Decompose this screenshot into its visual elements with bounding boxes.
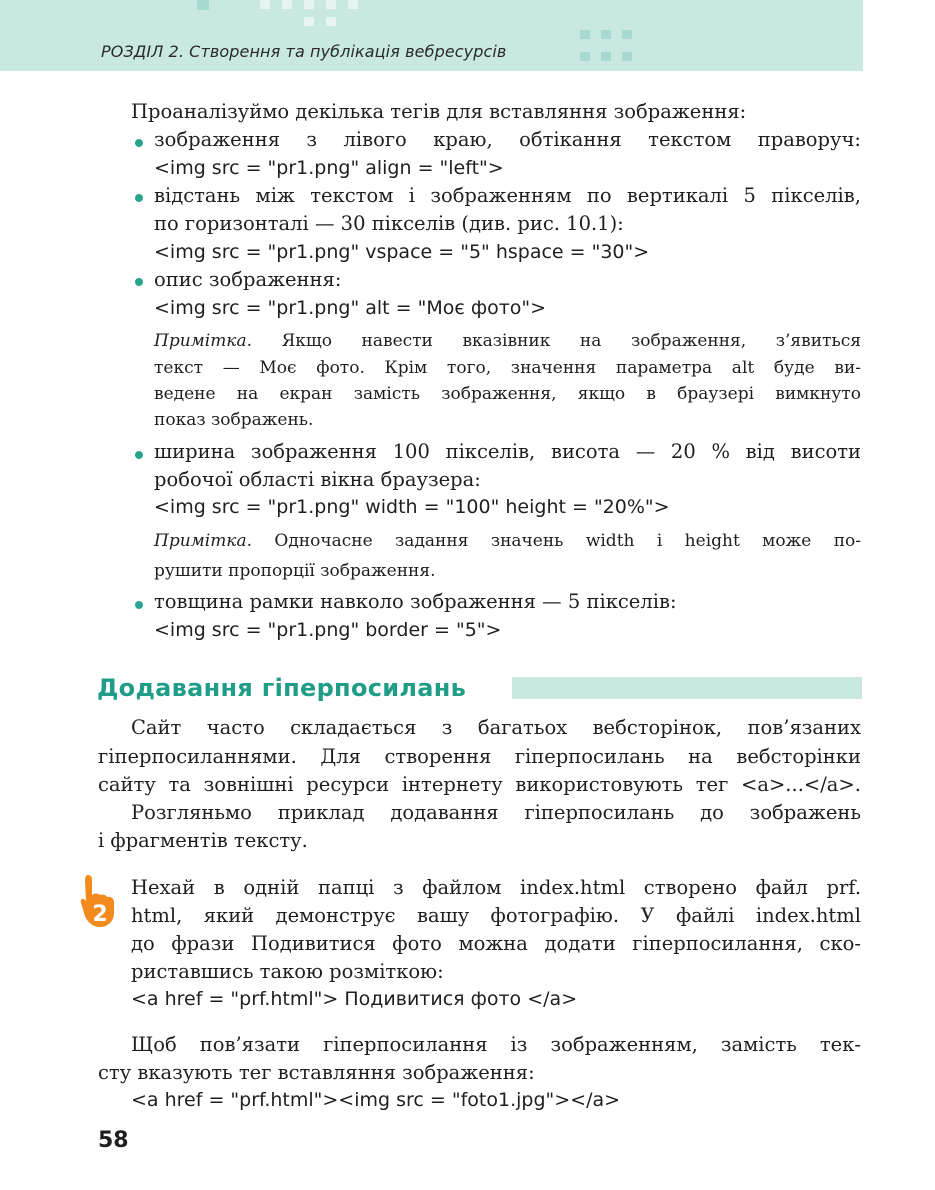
bullet-1-text: зображення з лівого краю, обтікання текстом праворуч: <box>154 128 861 151</box>
bullet-4-code: <img src = "pr1.png" width = "100" height = "20%"> <box>154 496 670 518</box>
note-2-line-1: Примітка. Одночасне задання значень width і height може по- <box>154 531 862 551</box>
page-number: 58 <box>98 1128 129 1153</box>
example-code: <a href = "prf.html"> Подивитися фото </a> <box>131 988 578 1010</box>
para3-line-1: Щоб пов’язати гіперпосилання із зображенням, замість тек- <box>131 1033 861 1056</box>
para1-line-3: сайту та зовнішні ресурси інтернету використовують тег <a>...</a>. <box>98 773 861 796</box>
para2-line-1: Розгляньмо приклад додавання гіперпосилань до зображень <box>131 801 861 824</box>
bullet-marker <box>135 139 143 147</box>
note-2-line-2: рушити пропорції зображення. <box>154 561 436 581</box>
intro-text: Проаналізуймо декілька тегів для вставляння зображення: <box>131 100 747 123</box>
note-1-line-1: Примітка. Якщо навести вказівник на зображення, з’явиться <box>154 331 861 351</box>
bullet-4-text-1: ширина зображення 100 пікселів, висота — 20 % від висоти <box>154 440 862 463</box>
bullet-2-text-1: відстань між текстом і зображенням по вертикалі 5 пікселів, <box>154 184 861 207</box>
pointing-hand-icon <box>78 873 122 929</box>
para1-line-2: гіперпосиланнями. Для створення гіперпосилань на вебсторінки <box>98 745 861 768</box>
para3-line-2: сту вказують тег вставляння зображення: <box>98 1061 535 1084</box>
bullet-marker <box>135 278 143 286</box>
example-line-3: до фрази Подивитися фото можна додати гіперпосилання, ско- <box>131 932 861 955</box>
example-line-4: риставшись такою розміткою: <box>131 960 444 983</box>
section-title: Додавання гіперпосилань <box>97 674 467 702</box>
bullet-marker <box>135 601 143 609</box>
note-1-line-3: ведене на екран замість зображення, якщо в браузері вимкнуто <box>154 384 862 404</box>
para3-code: <a href = "prf.html"><img src = "foto1.jpg"></a> <box>131 1089 621 1111</box>
example-number: 2 <box>92 902 108 927</box>
para2-line-2: і фрагментів тексту. <box>98 829 308 852</box>
section-title-bar <box>512 677 862 699</box>
para1-line-1: Сайт часто складається з багатьох вебсторінок, пов’язаних <box>131 716 861 739</box>
bullet-5-code: <img src = "pr1.png" border = "5"> <box>154 619 502 641</box>
bullet-2-text-2: по горизонталі — 30 пікселів (див. рис. 10.1): <box>154 212 624 235</box>
note-label: Примітка <box>154 331 247 351</box>
bullet-marker <box>135 194 143 202</box>
chapter-title: РОЗДІЛ 2. Створення та публікація вебресурсів <box>101 42 507 61</box>
note-1-line-4: показ зображень. <box>154 410 314 430</box>
bullet-3-code: <img src = "pr1.png" alt = "Моє фото"> <box>154 297 547 319</box>
bullet-5-text: товщина рамки навколо зображення — 5 пікселів: <box>154 590 677 613</box>
bullet-4-text-2: робочої області вікна браузера: <box>154 468 481 491</box>
note-1-line-2: текст — Моє фото. Крім того, значення параметра alt буде ви- <box>154 358 862 378</box>
example-line-2: html, який демонструє вашу фотографію. У файлі index.html <box>131 904 861 927</box>
bullet-2-code: <img src = "pr1.png" vspace = "5" hspace = "30"> <box>154 241 650 263</box>
bullet-marker <box>135 451 143 459</box>
example-line-1: Нехай в одній папці з файлом index.html створено файл prf. <box>131 876 862 899</box>
bullet-3-text: опис зображення: <box>154 268 342 291</box>
note-label: Примітка <box>154 531 247 551</box>
bullet-1-code: <img src = "pr1.png" align = "left"> <box>154 157 504 179</box>
